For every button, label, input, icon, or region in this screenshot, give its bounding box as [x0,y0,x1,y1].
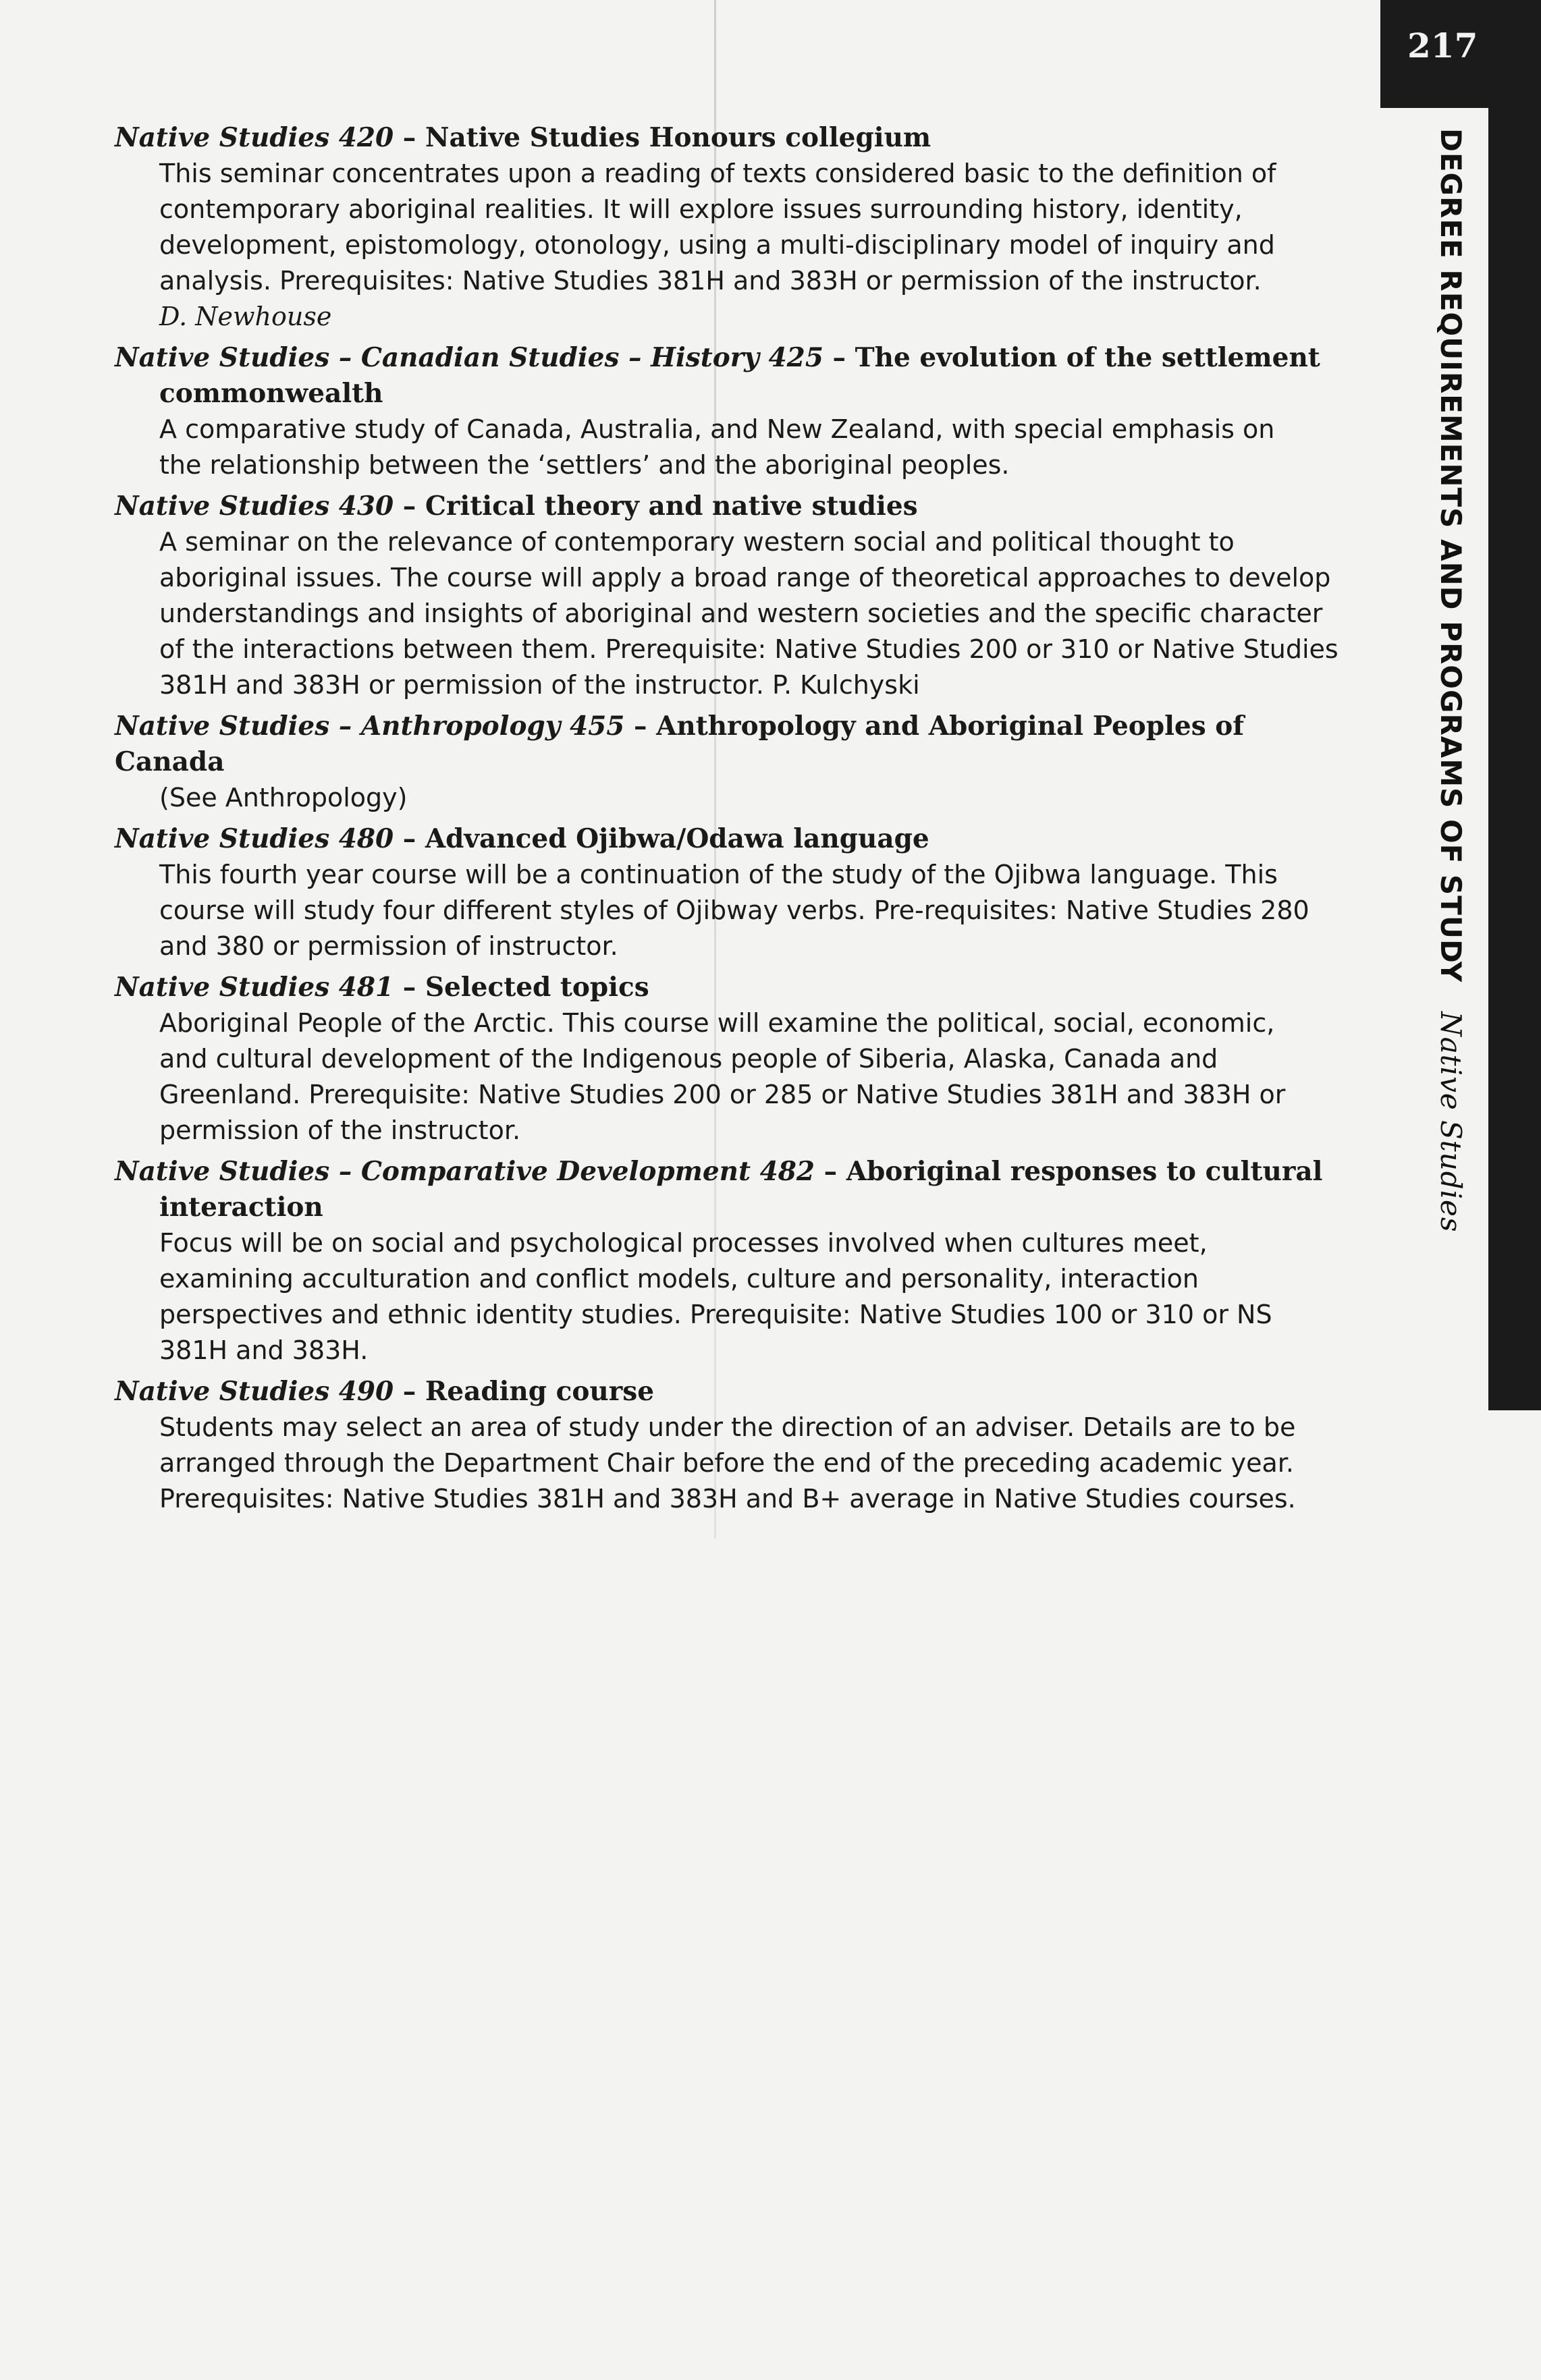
course-description [115,156,1353,299]
course-heading: Native Studies 420 – Native Studies Honours collegium [115,122,931,153]
course-heading: Native Studies 481 – Selected topics [115,972,649,1003]
desc-line: aboriginal issues. The course will apply a broad range of theoretical approaches to develop [159,563,1331,592]
desc-line: 381H and 383H. [159,1335,369,1365]
course-title: Reading course [425,1376,655,1407]
course-code: Native Studies 480 [115,823,394,854]
desc-line: contemporary aboriginal realities. It will explore issues surrounding history, identity, [159,194,1243,224]
course-heading: Native Studies 430 – Critical theory and native studies [115,491,918,522]
course-title: Critical theory and native studies [425,491,918,522]
course-title: Selected topics [425,972,649,1003]
desc-line: 381H and 383H or permission of the instructor. P. Kulchyski [159,670,920,700]
course-entry [115,340,1353,483]
course-entry [115,1374,1353,1517]
desc-line: Greenland. Prerequisite: Native Studies 200 or 285 or Native Studies 381H and 383H or [159,1080,1286,1109]
course-heading: Native Studies – Anthropology 455 – Anthropology and Aboriginal Peoples of Canada [115,711,1245,777]
desc-line: and cultural development of the Indigenous people of Siberia, Alaska, Canada and [159,1044,1218,1074]
desc-line: Students may select an area of study under the direction of an adviser. Details are to be [159,1412,1296,1442]
desc-line: and 380 or permission of instructor. [159,931,618,961]
course-heading: Native Studies 480 – Advanced Ojibwa/Odawa language [115,823,929,854]
course-code: Native Studies – Anthropology 455 [115,711,625,742]
course-description [115,1005,1353,1149]
vertical-header [1434,128,1467,1232]
course-heading: Native Studies – Canadian Studies – History 425 – The evolution of the settlement [115,342,1320,373]
desc-line: A seminar on the relevance of contemporary western social and political thought to [159,527,1235,557]
course-description [115,1410,1353,1517]
section-tab [1488,0,1541,1410]
course-entry [115,970,1353,1149]
course-code: Native Studies 490 [115,1376,394,1407]
desc-line: of the interactions between them. Prerequisite: Native Studies 200 or 310 or Native Studies [159,634,1339,664]
course-code: Native Studies 420 [115,122,394,153]
desc-line: (See Anthropology) [159,783,408,812]
desc-line: course will study four different styles of Ojibway verbs. Pre-requisites: Native Studies 280 [159,895,1309,925]
subsection-title: Native Studies [1434,1011,1467,1233]
course-instructor: D. Newhouse [159,302,332,331]
page-number: 217 [1407,26,1478,65]
course-entry [115,709,1353,816]
course-code: Native Studies 481 [115,972,394,1003]
desc-line: the relationship between the ‘settlers’ and the aboriginal peoples. [159,450,1010,480]
desc-line: This seminar concentrates upon a reading of texts considered basic to the definition of [159,159,1276,188]
course-code: Native Studies – Canadian Studies – History 425 [115,342,823,373]
course-title: Advanced Ojibwa/Odawa language [425,823,929,854]
desc-line: A comparative study of Canada, Australia, and New Zealand, with special emphasis on [159,414,1275,444]
desc-line: permission of the instructor. [159,1115,521,1145]
section-title: DEGREE REQUIREMENTS AND PROGRAMS OF STUDY [1434,128,1467,983]
course-description [115,412,1353,483]
course-title: Native Studies Honours collegium [425,122,931,153]
course-title: The evolution of the settlement [855,342,1320,373]
desc-line: examining acculturation and conflict models, culture and personality, interaction [159,1264,1199,1294]
course-title-continued: interaction [159,1192,323,1223]
course-entry [115,120,1353,335]
course-title: Anthropology and Aboriginal Peoples of Canada [115,711,1245,777]
course-code: Native Studies 430 [115,491,394,522]
desc-line: understandings and insights of aboriginal and western societies and the specific character [159,599,1323,628]
course-list [115,120,1353,1522]
desc-line: analysis. Prerequisites: Native Studies 381H and 383H or permission of the instructor. [159,266,1262,296]
course-description [115,524,1353,703]
course-title: Aboriginal responses to cultural [846,1156,1323,1187]
course-entry [115,489,1353,703]
course-code: Native Studies – Comparative Development 482 [115,1156,815,1187]
desc-line: perspectives and ethnic identity studies. Prerequisite: Native Studies 100 or 310 or NS [159,1300,1272,1329]
course-description [115,780,1353,816]
desc-line: development, epistomology, otonology, using a multi-disciplinary model of inquiry and [159,230,1275,260]
desc-line: Aboriginal People of the Arctic. This course will examine the political, social, economic, [159,1008,1275,1038]
desc-line: Focus will be on social and psychological processes involved when cultures meet, [159,1228,1208,1258]
desc-line: Prerequisites: Native Studies 381H and 383H and B+ average in Native Studies courses. [159,1484,1296,1514]
course-heading: Native Studies – Comparative Development 482 – Aboriginal responses to cultural [115,1156,1323,1187]
course-entry [115,821,1353,964]
desc-line: arranged through the Department Chair before the end of the preceding academic year. [159,1448,1294,1478]
course-description [115,857,1353,964]
course-entry [115,1154,1353,1368]
desc-line: This fourth year course will be a continuation of the study of the Ojibwa language. This [159,860,1278,889]
course-description [115,1225,1353,1368]
course-title-continued: commonwealth [159,378,383,409]
course-heading: Native Studies 490 – Reading course [115,1376,655,1407]
